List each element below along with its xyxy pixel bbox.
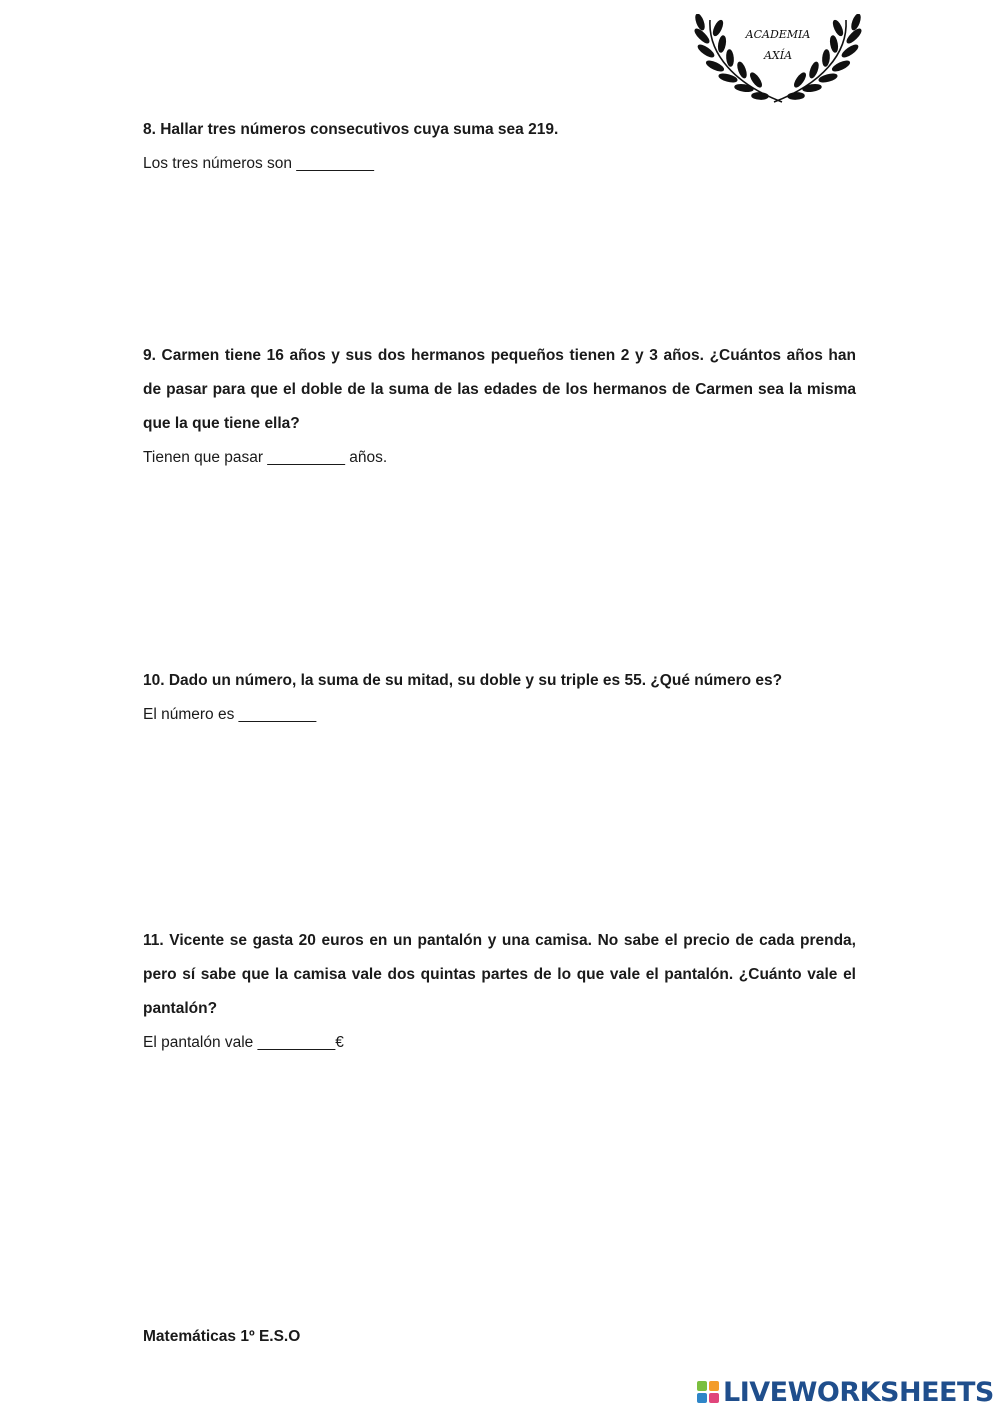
logo-line2: AXÍA <box>763 49 793 62</box>
academy-logo <box>690 14 866 106</box>
laurel-wreath-icon <box>690 14 866 106</box>
answer-line[interactable]: El pantalón vale _________€ <box>143 1034 344 1051</box>
liveworksheets-watermark <box>697 1377 994 1407</box>
footer-subject: Matemáticas 1º E.S.O <box>143 1328 301 1345</box>
question-9 <box>143 339 856 475</box>
question-text: 9. Carmen tiene 16 años y sus dos hermanos pequeños tienen 2 y 3 años. ¿Cuántos años han de pasar para que el doble de la suma de las edades de los hermanos de Carmen sea la misma que la que tiene ella? <box>143 347 856 432</box>
liveworksheets-text: LIVEWORKSHEETS <box>723 1376 994 1408</box>
question-text: 11. Vicente se gasta 20 euros en un pantalón y una camisa. No sabe el precio de cada prenda, pero sí sabe que la camisa vale dos quintas partes de lo que vale el pantalón. ¿Cuánto vale el pantalón? <box>143 932 856 1017</box>
question-text: 8. Hallar tres números consecutivos cuya suma sea 219. <box>143 121 559 138</box>
answer-line[interactable]: El número es _________ <box>143 706 317 723</box>
answer-line[interactable]: Los tres números son _________ <box>143 155 374 172</box>
question-11 <box>143 924 856 1060</box>
liveworksheets-logo-icon <box>697 1381 719 1403</box>
question-text: 10. Dado un número, la suma de su mitad, su doble y su triple es 55. ¿Qué número es? <box>143 672 783 689</box>
question-10 <box>143 664 856 732</box>
answer-line[interactable]: Tienen que pasar _________ años. <box>143 449 388 466</box>
logo-line1: ACADEMIA <box>745 28 811 41</box>
question-8 <box>143 113 856 181</box>
